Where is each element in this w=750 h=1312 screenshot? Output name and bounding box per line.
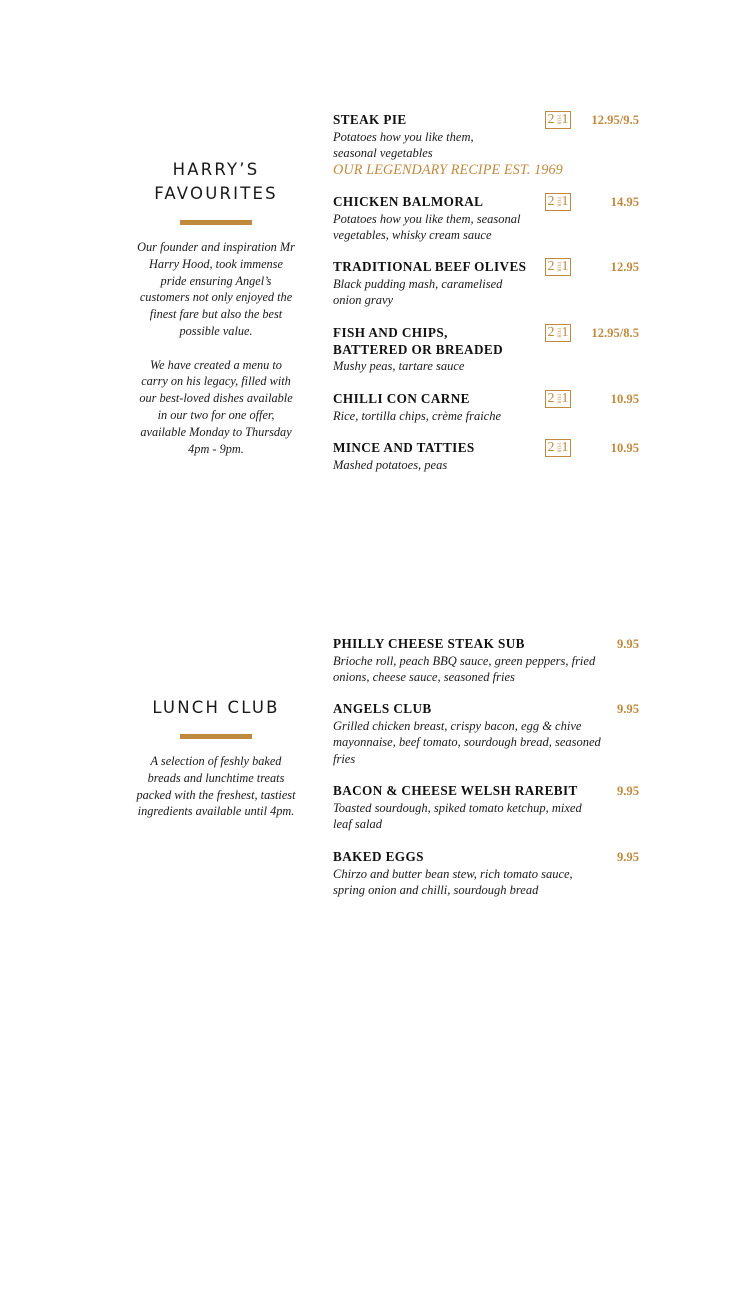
section-title-line2: FAVOURITES bbox=[154, 184, 278, 203]
menu-item bbox=[333, 701, 643, 783]
item-price: 10.95 bbox=[610, 441, 639, 455]
menu-item bbox=[333, 112, 643, 194]
item-description: Mushy peas, tartare sauce bbox=[333, 359, 465, 373]
item-name: MINCE AND TATTIES bbox=[333, 440, 475, 455]
two-for-one-icon: 2 FOR 1 bbox=[545, 390, 571, 408]
item-price: 9.95 bbox=[616, 850, 639, 864]
item-description: Chirzo and butter bean stew, rich tomato sauce, spring onion and chilli, sourdough bread bbox=[333, 866, 573, 897]
two-for-one-icon: 2 FOR 1 bbox=[545, 258, 571, 276]
item-name: BACON & CHEESE WELSH RAREBIT bbox=[333, 783, 578, 798]
menu-item bbox=[333, 259, 643, 325]
intro-paragraph-1: Our founder and inspiration Mr Harry Hood, took immense pride ensuring Angel’s customers not only enjoyed the finest fare but also the best possible value. bbox=[137, 240, 295, 338]
item-description: Mashed potatoes, peas bbox=[333, 457, 448, 472]
menu-item bbox=[333, 325, 643, 391]
item-name: TRADITIONAL BEEF OLIVES bbox=[333, 259, 527, 274]
harrys-favourites-items bbox=[333, 112, 643, 480]
item-price: 12.95/9.5 bbox=[591, 113, 639, 127]
item-description: Brioche roll, peach BBQ sauce, green peppers, fried onions, cheese sauce, seasoned fries bbox=[333, 653, 596, 684]
item-price: 9.95 bbox=[616, 637, 639, 651]
two-for-one-icon: 2 FOR 1 bbox=[545, 324, 571, 342]
item-price: 10.95 bbox=[610, 392, 639, 406]
section-description bbox=[136, 753, 296, 820]
item-description: Rice, tortilla chips, crème fraiche bbox=[333, 408, 502, 423]
harrys-favourites-section bbox=[0, 0, 750, 560]
menu-item bbox=[333, 849, 643, 899]
item-description: Toasted sourdough, spiked tomato ketchup, mixed leaf salad bbox=[333, 800, 582, 831]
section-title: LUNCH CLUB bbox=[152, 698, 280, 717]
item-description: Black pudding mash, caramelised onion gravy bbox=[333, 276, 503, 307]
item-price: 9.95 bbox=[616, 702, 639, 716]
gold-divider bbox=[180, 734, 252, 739]
menu-item bbox=[333, 391, 643, 440]
intro-paragraph: A selection of feshly baked breads and lunchtime treats packed with the freshest, tastiest ingredients available until 4pm. bbox=[136, 754, 296, 819]
lunch-club-items bbox=[333, 636, 643, 899]
item-price: 12.95/8.5 bbox=[591, 326, 639, 340]
menu-item bbox=[333, 194, 643, 259]
section-title bbox=[136, 158, 296, 206]
item-name: CHILLI CON CARNE bbox=[333, 391, 470, 406]
item-price: 14.95 bbox=[610, 195, 639, 209]
item-price: 9.95 bbox=[616, 784, 639, 798]
menu-item bbox=[333, 783, 643, 849]
two-for-one-icon: 2 FOR 1 bbox=[545, 111, 571, 129]
section-description bbox=[136, 239, 296, 457]
two-for-one-icon: 2 FOR 1 bbox=[545, 193, 571, 211]
item-name: FISH AND CHIPS, BATTERED OR BREADED bbox=[333, 325, 504, 357]
item-description: Potatoes how you like them, seasonal vegetables, whisky cream sauce bbox=[333, 211, 521, 242]
item-tagline: OUR LEGENDARY RECIPE EST. 1969 bbox=[333, 161, 563, 178]
item-description: Grilled chicken breast, crispy bacon, egg & chive mayonnaise, beef tomato, sourdough bread, seasoned fries bbox=[333, 718, 601, 766]
section-title-line1: HARRY’S bbox=[172, 160, 260, 179]
two-for-one-icon: 2 FOR 1 bbox=[545, 439, 571, 457]
item-name: PHILLY CHEESE STEAK SUB bbox=[333, 636, 525, 651]
item-price: 12.95 bbox=[610, 260, 639, 274]
lunch-club-section bbox=[0, 560, 750, 960]
item-name: ANGELS CLUB bbox=[333, 701, 432, 716]
gold-divider bbox=[180, 220, 252, 225]
menu-item bbox=[333, 440, 643, 480]
intro-paragraph-2: We have created a menu to carry on his legacy, filled with our best-loved dishes available in our two for one offer, available Monday to Thursday 4pm - 9pm. bbox=[139, 357, 293, 456]
harrys-favourites-intro bbox=[136, 158, 296, 474]
item-name: STEAK PIE bbox=[333, 112, 407, 127]
item-description: Potatoes how you like them, seasonal vegetables bbox=[333, 129, 474, 160]
menu-item bbox=[333, 636, 643, 701]
lunch-club-intro bbox=[136, 696, 296, 837]
item-name: CHICKEN BALMORAL bbox=[333, 194, 484, 209]
item-name: BAKED EGGS bbox=[333, 849, 424, 864]
